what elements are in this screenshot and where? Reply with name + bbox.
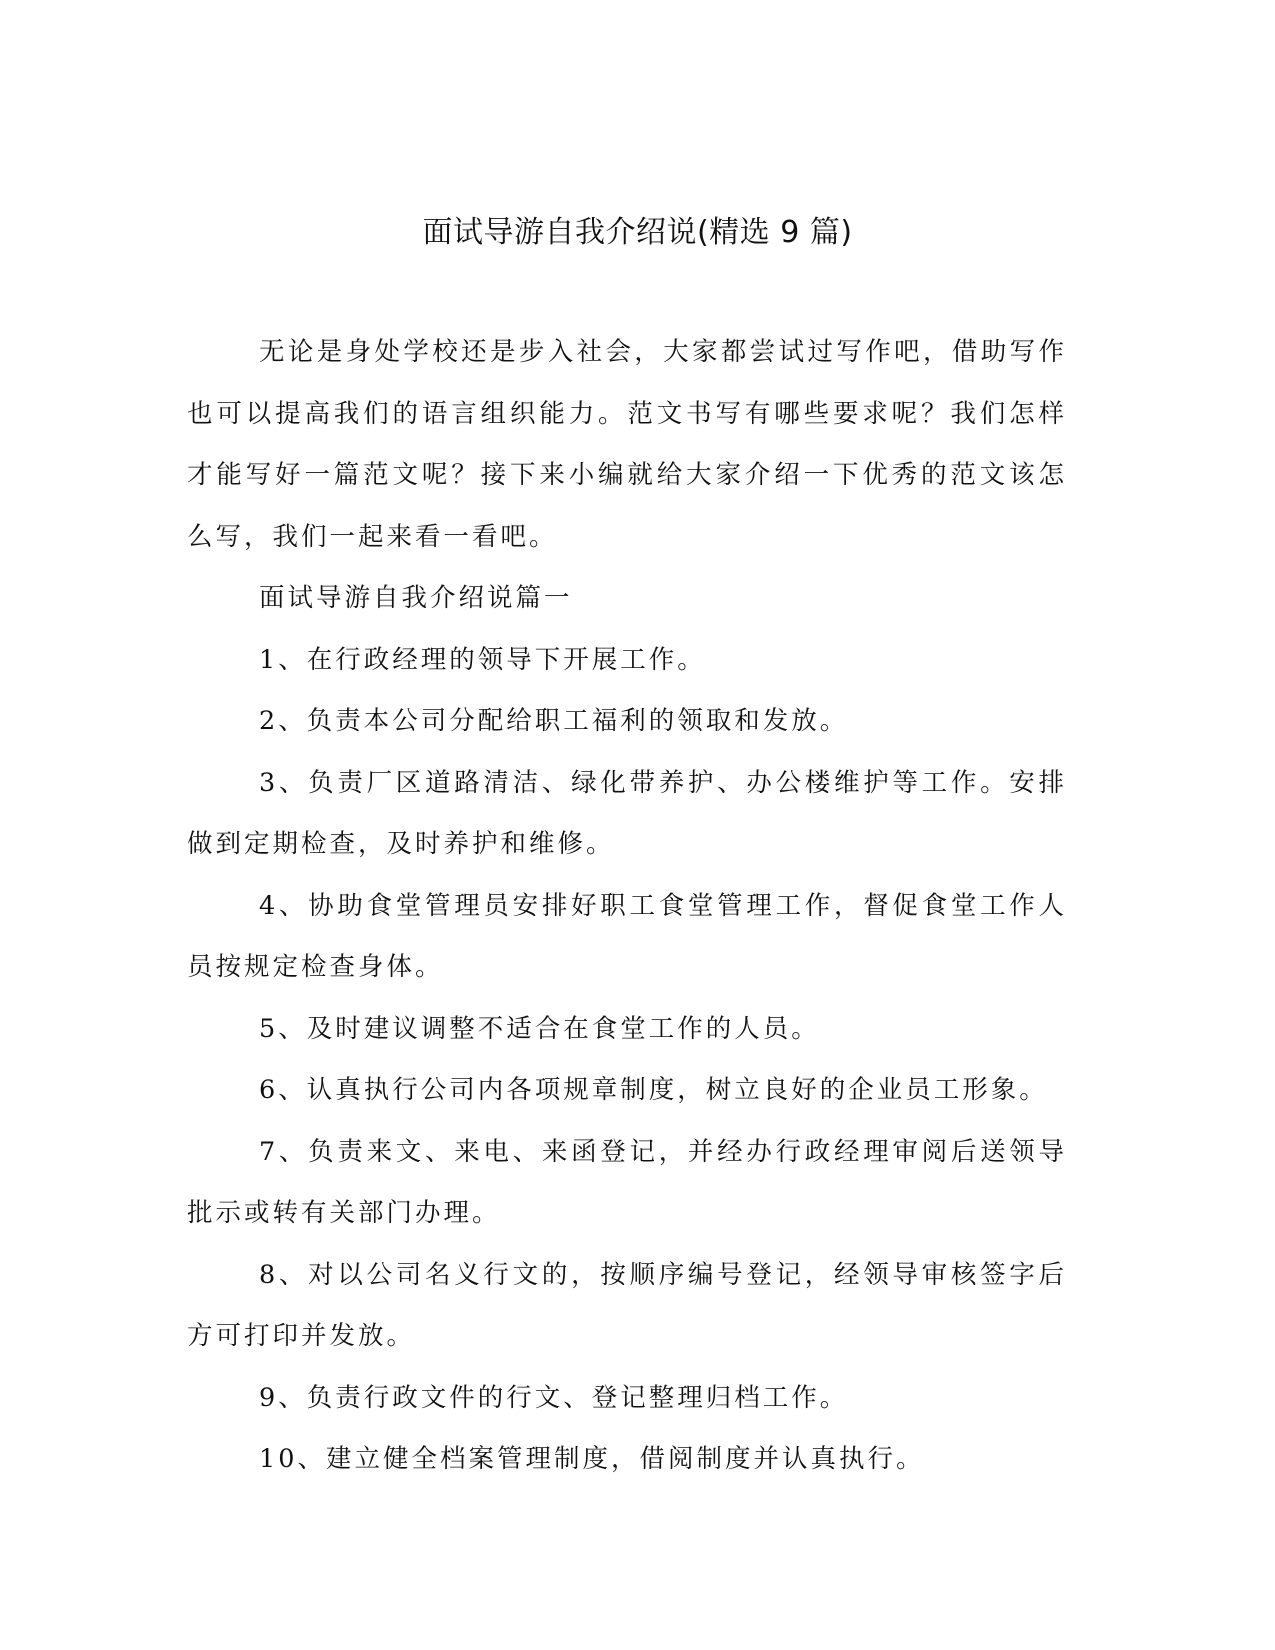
list-item: 3、负责厂区道路清洁、绿化带养护、办公楼维护等工作。安排做到定期检查，及时养护和维修。 [187, 767, 1067, 859]
document-body [187, 322, 1067, 1491]
list-item: 6、认真执行公司内各项规章制度，树立良好的企业员工形象。 [259, 1075, 1048, 1105]
list-item: 8、对以公司名义行文的，按顺序编号登记，经领导审核签字后方可打印并发放。 [187, 1259, 1067, 1351]
list-item: 5、及时建议调整不适合在食堂工作的人员。 [259, 1013, 820, 1044]
list-item: 1、在行政经理的领导下开展工作。 [259, 644, 706, 675]
list-item: 10、建立健全档案管理制度，借阅制度并认真执行。 [259, 1444, 925, 1474]
list-item: 4、协助食堂管理员安排好职工食堂管理工作，督促食堂工作人员按规定检查身体。 [187, 890, 1067, 982]
list-item: 2、负责本公司分配给职工福利的领取和发放。 [259, 706, 849, 736]
list-item: 9、负责行政文件的行文、登记整理归档工作。 [259, 1382, 849, 1413]
list-item: 7、负责来文、来电、来函登记，并经办行政经理审阅后送领导批示或转有关部门办理。 [187, 1136, 1067, 1228]
document-title: 面试导游自我介绍说(精选 9 篇) [422, 215, 853, 250]
section-heading: 面试导游自我介绍说篇一 [259, 583, 573, 613]
intro-paragraph: 无论是身处学校还是步入社会，大家都尝试过写作吧，借助写作也可以提高我们的语言组织能力。范文书写有哪些要求呢？我们怎样才能写好一篇范文呢？接下来小编就给大家介绍一下优秀的范文该怎么写，我们一起来看一看吧。 [187, 337, 1067, 552]
